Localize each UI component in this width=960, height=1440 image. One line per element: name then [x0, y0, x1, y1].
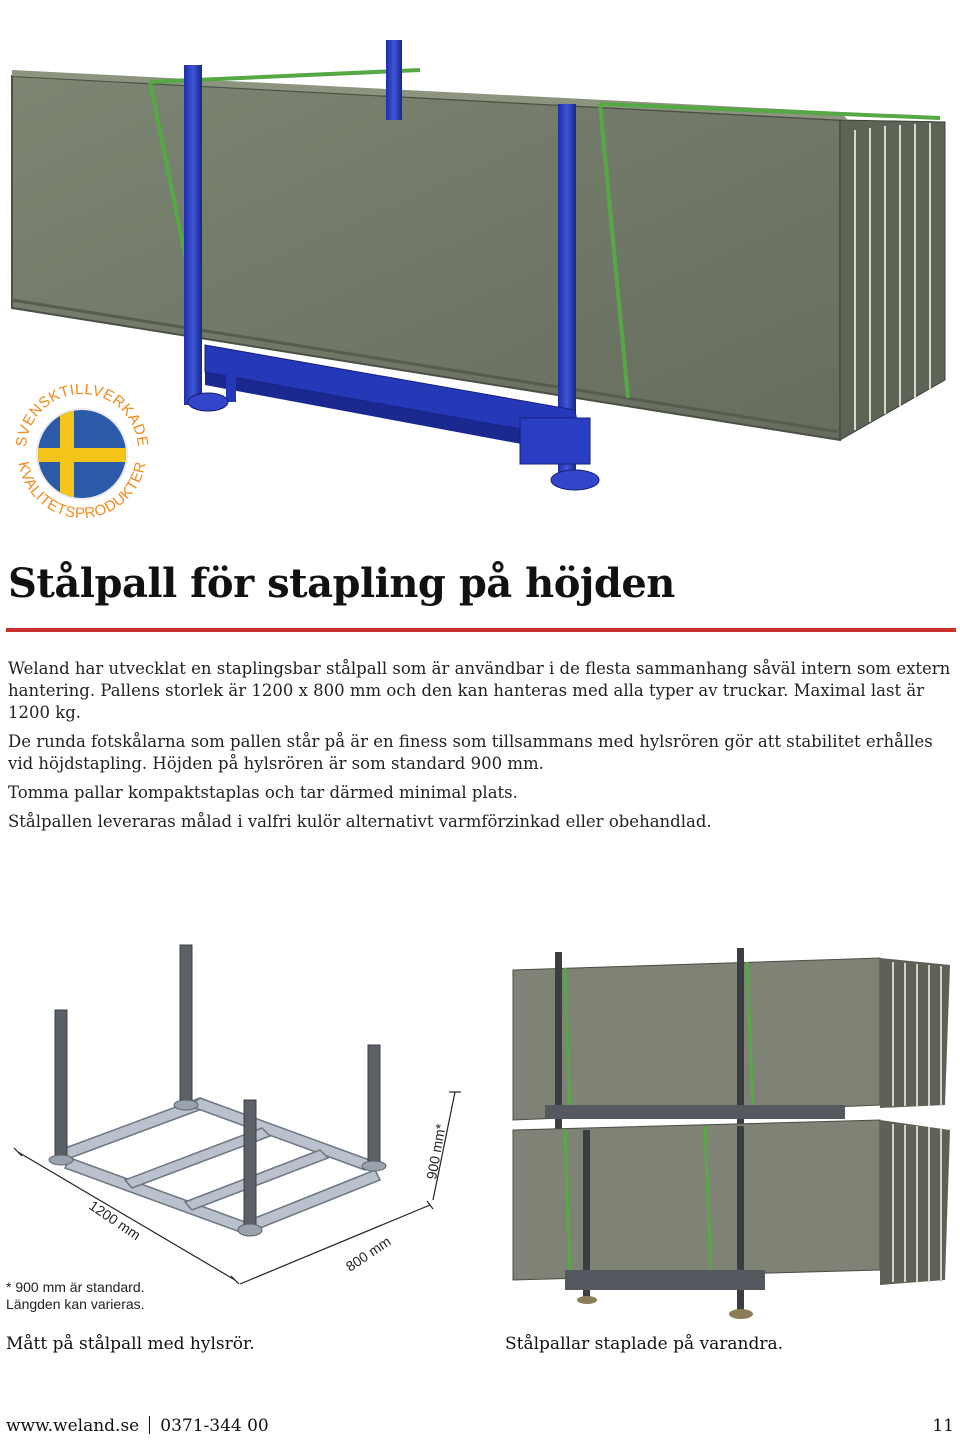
swedish-made-badge [4, 372, 160, 528]
dim-width-label: 800 mm [342, 1232, 394, 1275]
paragraph: De runda fotskålarna som pallen står på är en finess som tillsammans med hylsrören gör att stabilitet erhålles vid höjdstapling. Höjden på hylsrören är som standard 900 mm. [8, 732, 933, 773]
footnote-line: * 900 mm är standard. [6, 1279, 145, 1295]
pallet-dimension-diagram [0, 930, 480, 1330]
footer-phone: 0371-344 00 [160, 1416, 269, 1436]
page-number: 11 [932, 1416, 954, 1436]
paragraph: Tomma pallar kompaktstaplas och tar därmed minimal plats. [8, 783, 518, 802]
caption-diagram: Mått på stålpall med hylsrör. [6, 1334, 255, 1354]
paragraph: Weland har utvecklat en staplingsbar stålpall som är användbar i de flesta sammanhang såväl intern som extern hantering. Pallens storlek är 1200 x 800 mm och den kan hanteras med alla typer av truckar. Maximal last är 1200 kg. [8, 659, 951, 722]
footer-website: www.weland.se [6, 1416, 140, 1436]
badge-arc-top: SVENSKTILLVERKADE [12, 380, 152, 448]
page-footer [6, 1416, 956, 1438]
dim-length-label: 1200 mm [86, 1197, 144, 1244]
footnote-line: Längden kan varieras. [6, 1296, 145, 1312]
footer-separator [149, 1416, 150, 1434]
paragraph: Stålpallen leveraras målad i valfri kulör alternativt varmförzinkad eller obehandlad. [8, 812, 712, 831]
badge-arc-bottom: KVALITETSPRODUKTER [14, 459, 150, 523]
dim-height-label: 900 mm* [423, 1122, 449, 1181]
title-divider [6, 628, 956, 632]
page-title: Stålpall för stapling på höjden [8, 560, 675, 607]
caption-photo: Stålpallar staplade på varandra. [505, 1334, 784, 1354]
diagram-footnote [6, 1279, 145, 1313]
stacked-pallets-photo [505, 940, 960, 1325]
body-text [8, 658, 956, 840]
